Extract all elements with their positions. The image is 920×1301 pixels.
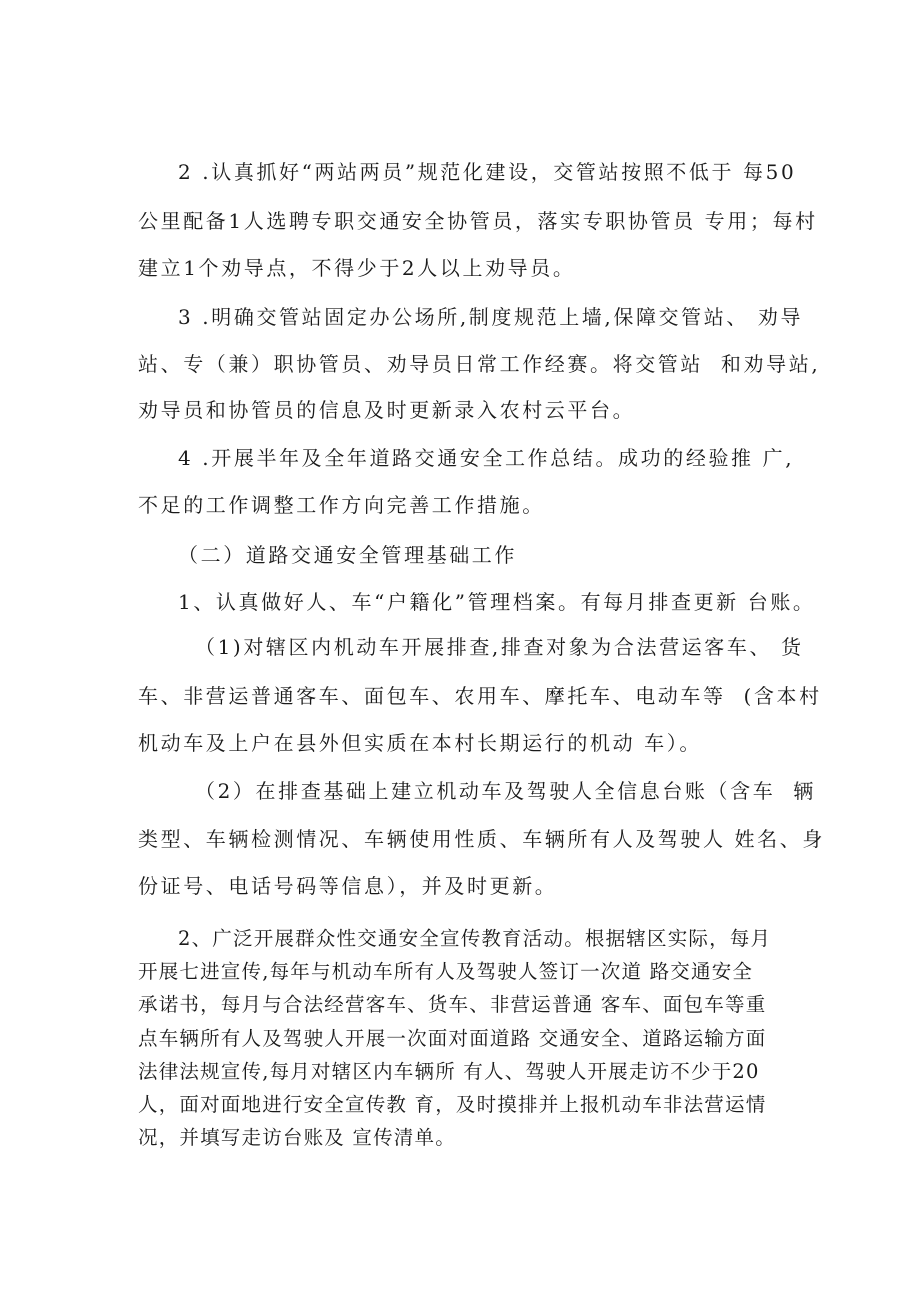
- item2-line-1: 2 .认真抓好“两站两员”规范化建设，交管站按照不低于 每50: [178, 160, 797, 184]
- item3-line-2: 站、专（兼）职协管员、劝导员日常工作经赛。将交管站 和劝导站,: [138, 352, 821, 376]
- section-heading: （二）道路交通安全管理基础工作: [178, 543, 517, 567]
- sub1-para2-line-1: （2）在排查基础上建立机动车及驾驶人全信息台账（含车 辆: [195, 779, 816, 803]
- item3-line-3: 劝导员和协管员的信息及时更新录入农村云平台。: [138, 398, 636, 422]
- sub1-para2-line-3: 份证号、电话号码等信息），并及时更新。: [138, 874, 558, 898]
- item4-line-1: 4 .开展半年及全年道路交通安全工作总结。成功的经验推 广,: [178, 446, 795, 470]
- sub2-line-4: 点车辆所有人及驾驶人开展一次面对面道路 交通安全、道路运输方面: [138, 1027, 767, 1050]
- sub2-line-7: 况，并填写走访台账及 宣传清单。: [138, 1126, 456, 1149]
- sub1-para1-line-2: 车、非营运普通客车、面包车、农用车、摩托车、电动车等 (含本村: [138, 684, 822, 708]
- sub1-title: 1、认真做好人、车“户籍化”管理档案。有每月排查更新 台账。: [178, 590, 816, 614]
- sub1-para2-line-2: 类型、车辆检测情况、车辆使用性质、车辆所有人及驾驶人 姓名、身: [138, 827, 825, 851]
- item3-line-1: 3 .明确交管站固定办公场所,制度规范上墙,保障交管站、 劝导: [178, 305, 804, 329]
- sub2-line-5: 法律法规宣传,每月对辖区内车辆所 有人、驾驶人开展走访不少于20: [138, 1060, 760, 1083]
- sub1-para1-line-1: （1)对辖区内机动车开展排查,排查对象为合法营运客车、 货: [195, 635, 804, 659]
- sub1-para1-line-3: 机动车及上户在县外但实质在本村长期运行的机动 车）。: [138, 731, 702, 755]
- sub2-line-2: 开展七进宣传,每年与机动车所有人及驾驶人签订一次道 路交通安全: [138, 960, 754, 983]
- item4-line-2: 不足的工作调整工作方向完善工作措施。: [138, 493, 545, 517]
- sub2-line-1: 2、广泛开展群众性交通安全宣传教育活动。根据辖区实际，每月: [178, 927, 772, 950]
- item2-line-3: 建立1个劝导点，不得少于2人以上劝导员。: [138, 256, 576, 280]
- sub2-line-6: 人，面对面地进行安全宣传教 育，及时摸排并上报机动车非法营运情: [138, 1093, 767, 1116]
- item2-line-2: 公里配备1人选聘专职交通安全协管员，落实专职协管员 专用；每村: [138, 209, 818, 233]
- sub2-line-3: 承诺书，每月与合法经营客车、货车、非营运普通 客车、面包车等重: [138, 993, 767, 1016]
